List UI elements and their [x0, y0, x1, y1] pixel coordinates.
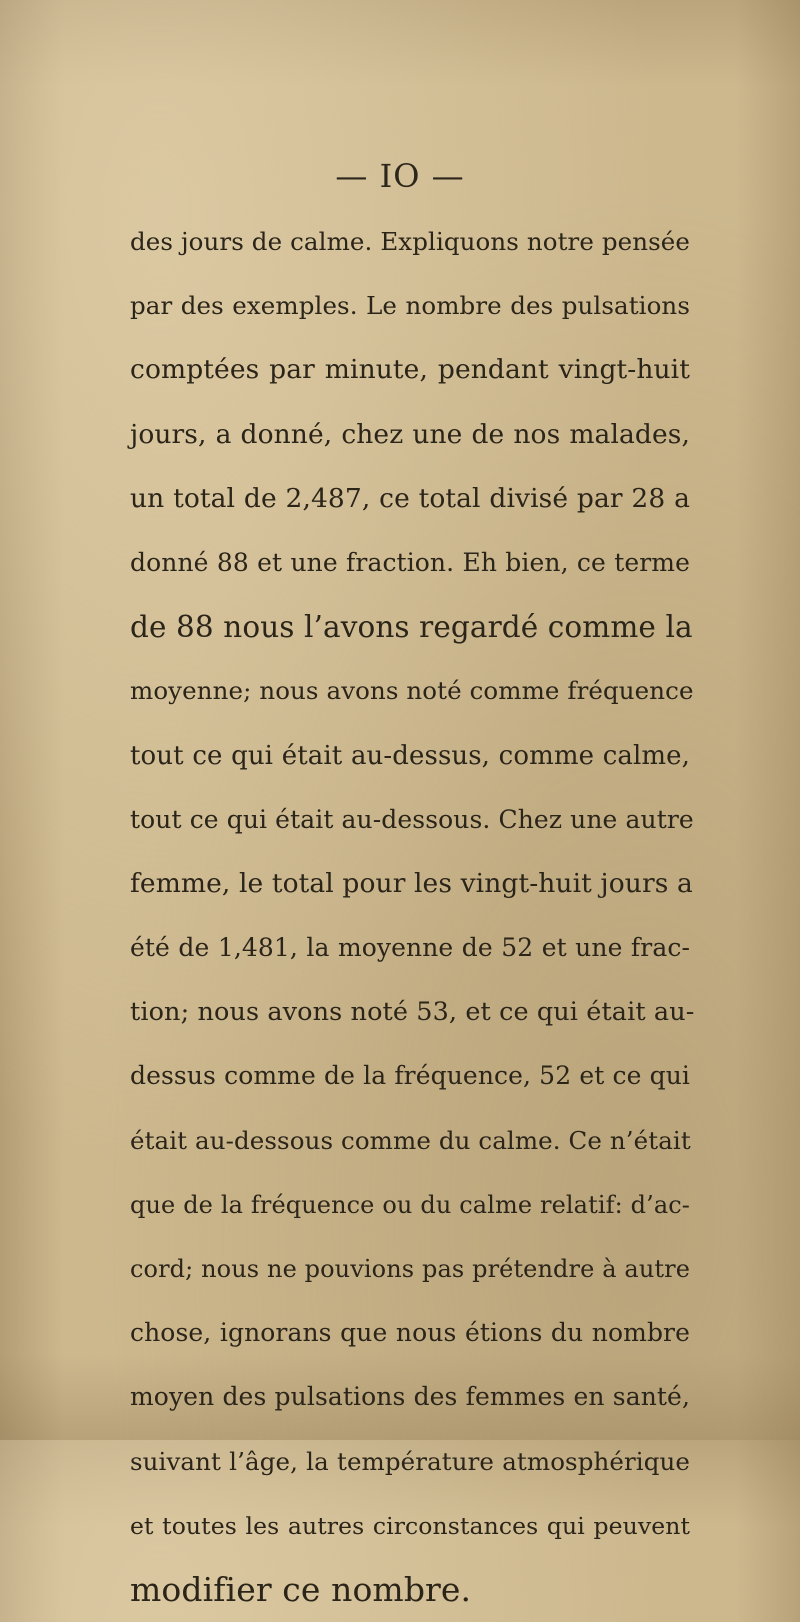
text-line: cord; nous ne pouvions pas prétendre à autre [130, 1255, 690, 1283]
text-line: et toutes les autres circonstances qui peuvent [130, 1511, 690, 1540]
text-line: dessus comme de la fréquence, 52 et ce qui [130, 1061, 690, 1091]
text-line: moyen des pulsations des femmes en santé, [130, 1382, 690, 1412]
body-text [130, 210, 695, 1622]
text-line: un total de 2,487, ce total divisé par 28 a [130, 482, 690, 514]
text-line: moyenne; nous avons noté comme fréquence [130, 676, 694, 706]
text-line: donné 88 et une fraction. Eh bien, ce terme [130, 547, 690, 577]
text-line: des jours de calme. Expliquons notre pensée [130, 227, 690, 256]
text-line: chose, ignorans que nous étions du nombre [130, 1318, 690, 1348]
text-line: tout ce qui était au-dessous. Chez une autre [130, 804, 694, 834]
text-line: suivant l’âge, la température atmosphérique [130, 1446, 690, 1476]
text-line: été de 1,481, la moyenne de 52 et une frac- [130, 933, 690, 963]
text-line-last: modifier ce nombre. [130, 1569, 472, 1609]
text-line: tout ce qui était au-dessus, comme calme, [130, 740, 690, 771]
text-line: par des exemples. Le nombre des pulsations [130, 291, 690, 321]
text-line: tion; nous avons noté 53, et ce qui était au- [130, 997, 695, 1028]
page-number: — IO — [335, 157, 465, 195]
text-line: était au-dessous comme du calme. Ce n’était [130, 1125, 691, 1155]
text-line: femme, le total pour les vingt-huit jours a [130, 867, 693, 899]
text-line: comptées par minute, pendant vingt-huit [130, 354, 690, 386]
text-line: que de la fréquence ou du calme relatif: d’ac- [130, 1190, 690, 1219]
text-line: jours, a donné, chez une de nos malades, [130, 418, 690, 450]
text-line: de 88 nous l’avons regardé comme la [130, 610, 693, 645]
